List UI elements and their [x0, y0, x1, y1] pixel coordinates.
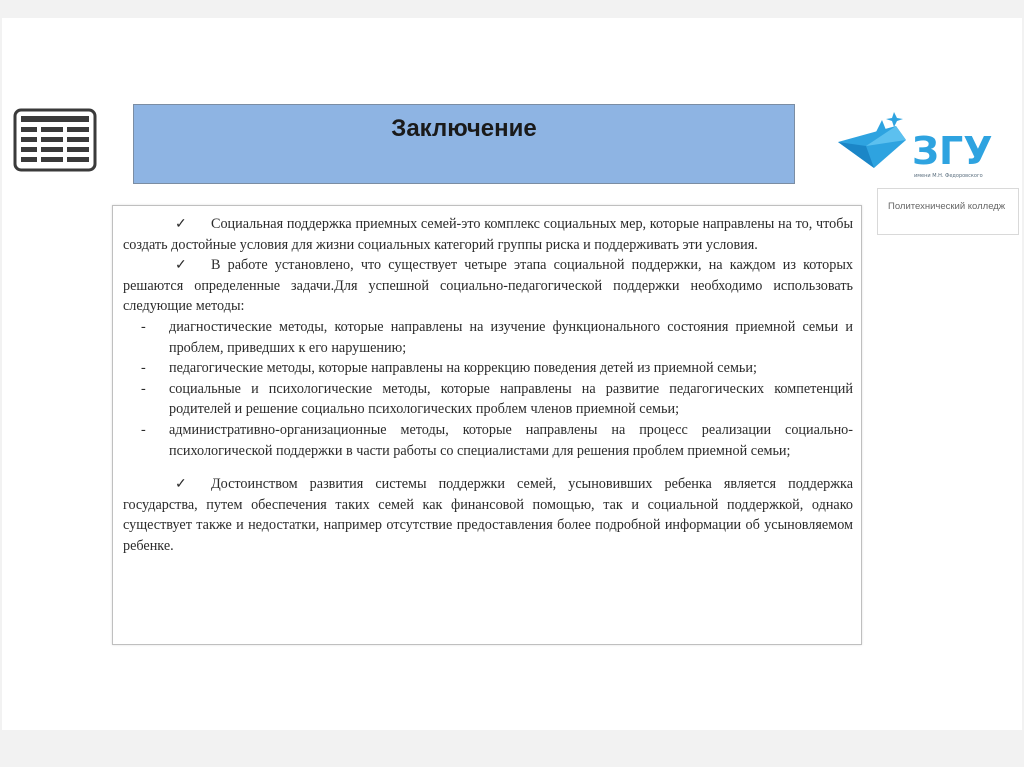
list-item: - административно-организационные методы, которые направлены на процесс реализации социально-психологической поддержки в части работы со специалистами для решения проблем приемной семьи;	[141, 421, 853, 459]
list-item: - диагностические методы, которые направлены на изучение функционального состояния приемной семьи и проблем, приведших к его нарушению;	[141, 318, 853, 356]
title-banner	[133, 104, 795, 184]
list-item: - педагогические методы, которые направлены на коррекцию поведения детей из приемной семьи;	[141, 360, 757, 377]
check-mark-icon: ✓	[175, 476, 187, 493]
page-title: Заключение	[391, 115, 537, 142]
paragraph-3: ✓ Достоинством развития системы поддержки семей, усыновивших ребенка является поддержка государства, путем обеспечения таких семей как финансовой помощью, так и социальной поддержкой, однако существует также и недостатки, например отсутствие предоставления более подробной информации об усыновляемом ребенке.	[123, 476, 853, 554]
paragraph-2: ✓ В работе установлено, что существует четыре этапа социальной поддержки, на каждом из которых решаются определенные задачи.Для успешной социально-педагогической поддержки необходимо использовать следующие методы:	[123, 257, 853, 315]
college-name: Политехнический колледж	[888, 201, 1006, 212]
paragraph-1: ✓ Социальная поддержка приемных семей-это комплекс социальных мер, которые направлены на то, чтобы создать достойные условия для жизни социальных категорий группы риска и поддерживать эти условия.	[123, 216, 853, 253]
svg-text:ЗГУ: ЗГУ	[912, 129, 993, 173]
list-item: - социальные и психологические методы, которые направлены на развитие педагогических компетенций родителей и решение социально психологических проблем членов приемной семьи;	[141, 380, 853, 418]
methods-list	[123, 317, 853, 461]
content-box	[112, 205, 862, 645]
college-label-box	[877, 188, 1019, 235]
conclusion-text	[123, 214, 853, 557]
university-logo	[836, 106, 1012, 184]
check-mark-icon: ✓	[175, 216, 187, 232]
svg-text:имени М.Н. Федоровского: имени М.Н. Федоровского	[914, 173, 983, 179]
check-mark-icon: ✓	[175, 257, 187, 274]
diamond-logo-icon	[836, 106, 1012, 184]
table-icon	[13, 108, 97, 172]
